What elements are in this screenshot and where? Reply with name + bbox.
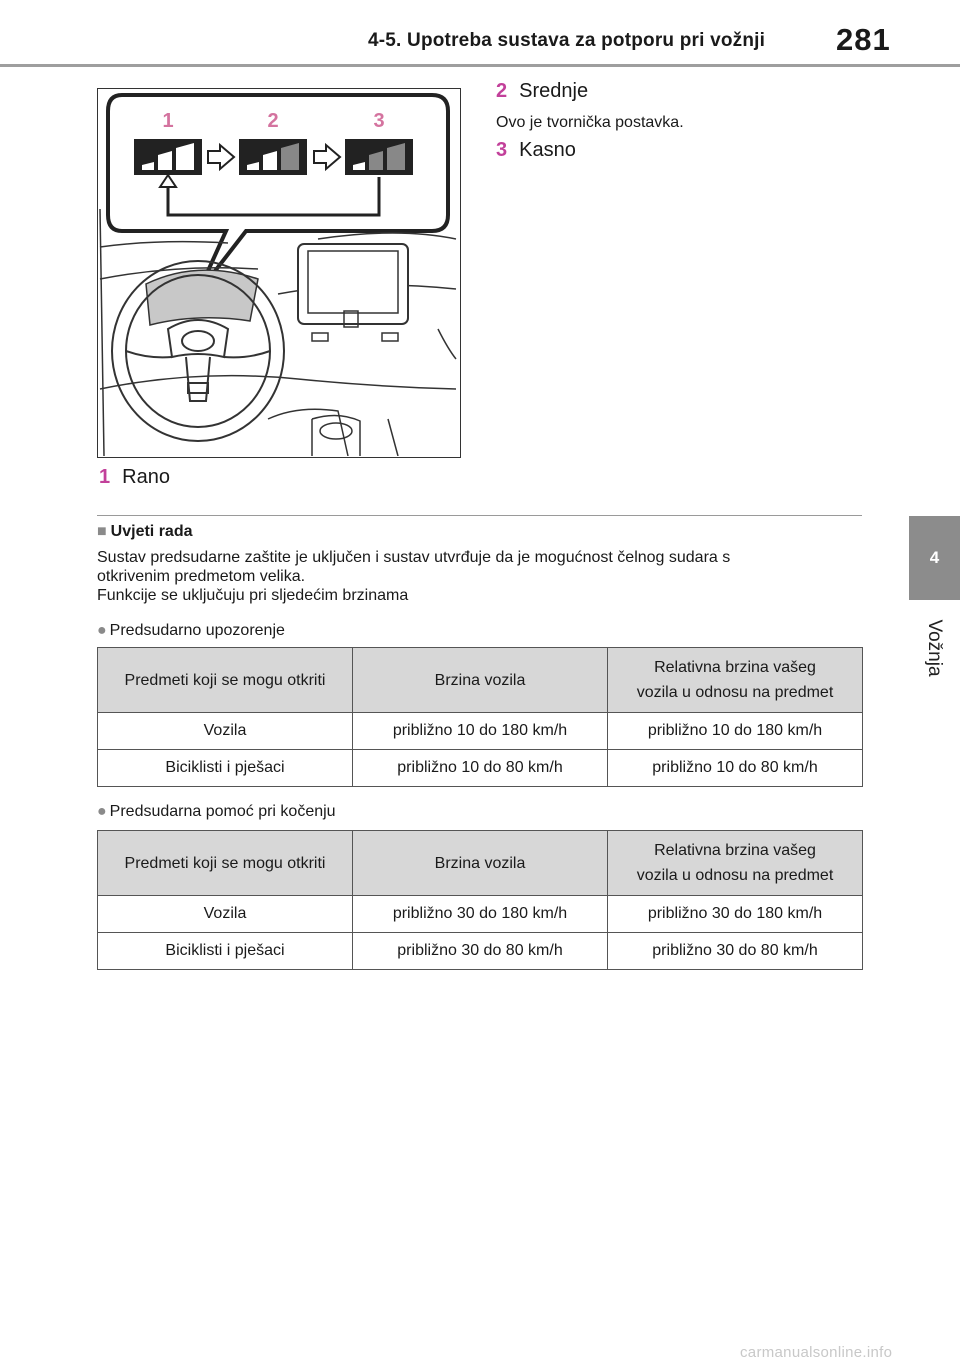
body-line: otkrivenim predmetom velika. [97, 568, 306, 585]
dashboard-drawing [98, 89, 459, 456]
timing-indicator-middle-icon [239, 139, 307, 175]
table-header-row [98, 648, 863, 713]
figure-label-2: 2 [267, 110, 279, 132]
table-cell: približno 10 do 80 km/h [353, 750, 608, 787]
body-line: Sustav predsudarne zaštite je uključen i sustav utvrđuje da je mogućnost čelnog sudara s [97, 549, 731, 566]
table-row [98, 896, 863, 933]
table-cell: približno 30 do 80 km/h [353, 933, 608, 970]
warning-speed-table [97, 647, 863, 787]
bullet-text: Predsudarno upozorenje [109, 622, 285, 639]
table-row [98, 750, 863, 787]
chapter-tab[interactable]: 4 [909, 516, 960, 600]
watermark: carmanualsonline.info [740, 1344, 893, 1361]
section-divider [97, 515, 862, 516]
gear-console [312, 415, 360, 456]
table-row [98, 713, 863, 750]
table-cell: približno 10 do 80 km/h [608, 750, 863, 787]
table-header-row [98, 831, 863, 896]
table-cell: Vozila [98, 713, 353, 750]
column-header-line: vozila u odnosu na predmet [636, 684, 834, 701]
table-cell: približno 30 do 80 km/h [608, 933, 863, 970]
table-cell: približno 10 do 180 km/h [608, 713, 863, 750]
dashboard-illustration [97, 88, 461, 458]
column-header: Brzina vozila [353, 831, 608, 896]
column-header-line: Relativna brzina vašeg [654, 659, 816, 676]
caption-middle-description: Ovo je tvornička postavka. [496, 114, 684, 131]
column-header [608, 648, 863, 713]
timing-indicator-late-icon [345, 139, 413, 175]
bullet-text: Predsudarna pomoć pri kočenju [109, 803, 336, 820]
table-cell: Biciklisti i pješaci [98, 750, 353, 787]
caption-label: Srednje [519, 80, 589, 102]
circle-bullet-icon: ● [97, 803, 107, 820]
column-header: Brzina vozila [353, 648, 608, 713]
caption-label: Rano [122, 466, 170, 488]
column-header: Predmeti koji se mogu otkriti [98, 648, 353, 713]
bullet-pre-collision-brake-assist [97, 803, 336, 821]
section-title [97, 523, 192, 541]
column-header-line: Relativna brzina vašeg [654, 842, 816, 859]
table-cell: približno 30 do 180 km/h [608, 896, 863, 933]
circle-bullet-icon: ● [97, 622, 107, 639]
figure-label-3: 3 [373, 110, 385, 132]
header-rule [0, 64, 960, 67]
table-cell: Biciklisti i pješaci [98, 933, 353, 970]
header-title: 4-5. Upotreba sustava za potporu pri vožnji [368, 30, 766, 51]
square-bullet-icon: ■ [97, 523, 107, 540]
section-body [97, 548, 867, 605]
bullet-pre-collision-warning [97, 622, 285, 640]
table-cell: približno 10 do 180 km/h [353, 713, 608, 750]
column-header-line: vozila u odnosu na predmet [636, 867, 834, 884]
caption-late [496, 139, 576, 162]
caption-label: Kasno [519, 139, 576, 161]
chapter-label: Vožnja [924, 619, 945, 677]
body-line: Funkcije se uključuju pri sljedećim brzinama [97, 587, 409, 604]
caption-early [99, 466, 170, 489]
caption-middle [496, 80, 588, 103]
page-number: 281 [836, 22, 891, 57]
caption-number: 2 [496, 80, 508, 102]
caption-number: 3 [496, 139, 508, 161]
section-title-text: Uvjeti rada [110, 523, 193, 540]
brake-assist-speed-table [97, 830, 863, 970]
timing-indicator-early-icon [134, 139, 202, 175]
column-header: Predmeti koji se mogu otkriti [98, 831, 353, 896]
instrument-cluster [146, 270, 258, 325]
caption-number: 1 [99, 466, 111, 488]
figure-label-1: 1 [162, 110, 174, 132]
table-row [98, 933, 863, 970]
table-cell: približno 30 do 180 km/h [353, 896, 608, 933]
table-cell: Vozila [98, 896, 353, 933]
column-header [608, 831, 863, 896]
